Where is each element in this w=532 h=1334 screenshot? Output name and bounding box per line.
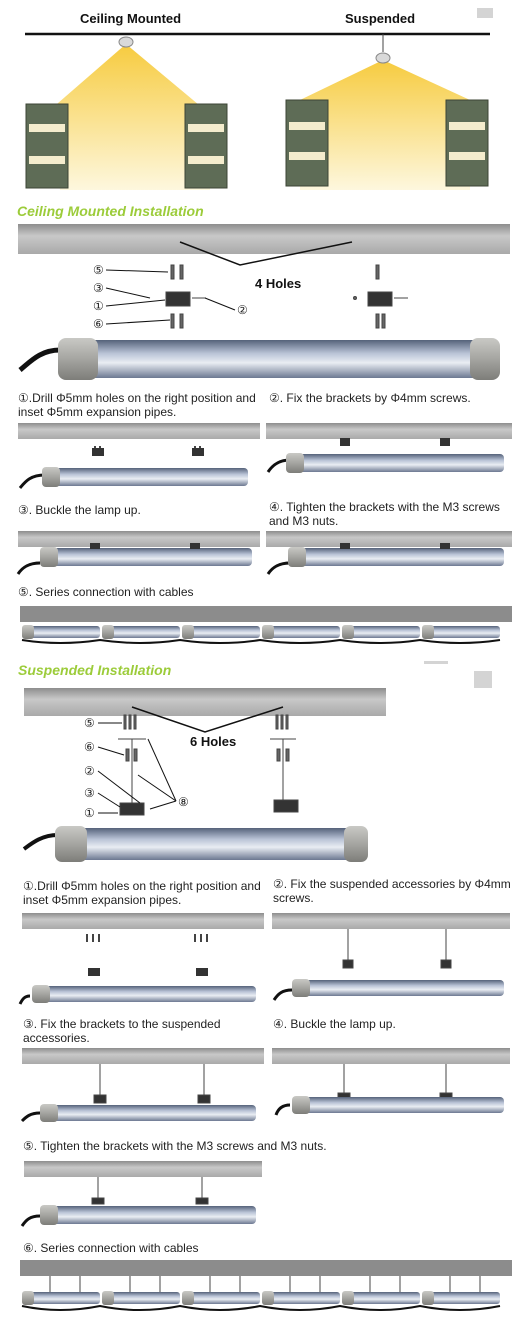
bracket-assembly xyxy=(166,265,206,328)
ceiling-step-1-2-illustration xyxy=(0,420,532,495)
suspended-section-title: Suspended Installation xyxy=(18,662,172,678)
lamp-cable xyxy=(20,350,60,370)
ceiling-step-3: ③. Buckle the lamp up. xyxy=(18,503,141,517)
suspended-step-6: ⑥. Series connection with cables xyxy=(23,1241,199,1255)
lamp-icon xyxy=(376,53,390,63)
ceiling-panel xyxy=(24,688,386,716)
lamp-icon xyxy=(119,37,133,47)
suspended-step-3-4-illustration xyxy=(0,1045,532,1125)
lamp-cable xyxy=(24,835,58,849)
suspended-step-5: ⑤. Tighten the brackets with the M3 screws and M3 nuts. xyxy=(23,1139,327,1153)
ceiling-step-5: ⑤. Series connection with cables xyxy=(18,585,194,599)
suspended-step-1-2-illustration xyxy=(0,910,532,1010)
suspended-label: Suspended xyxy=(345,11,416,26)
callout-lines xyxy=(98,723,176,813)
callout-3: ③ xyxy=(84,786,95,800)
light-distribution-diagram xyxy=(0,0,532,200)
callout-1: ① xyxy=(93,299,104,313)
suspended-step-3: ③. Fix the brackets to the suspended accessories. xyxy=(23,1017,221,1045)
ceiling-section-title: Ceiling Mounted Installation xyxy=(17,203,204,219)
ceiling-mounted-label: Ceiling Mounted xyxy=(80,11,182,26)
six-holes-label: 6 Holes xyxy=(190,734,237,749)
lamp-series xyxy=(22,1291,500,1305)
lamp-endcap xyxy=(470,338,500,380)
callout-5: ⑤ xyxy=(93,263,104,277)
callout-2: ② xyxy=(237,303,248,317)
lamp-endcap xyxy=(55,826,87,862)
lamp-tube xyxy=(68,340,496,378)
ceiling-step-4: ④. Tighten the brackets with the M3 screws and M3 nuts. xyxy=(269,500,500,528)
callout-3: ③ xyxy=(93,281,104,295)
callout-6: ⑥ xyxy=(93,317,104,331)
lamp-endcap xyxy=(344,826,368,862)
lamp-tube xyxy=(62,828,364,860)
callout-1: ① xyxy=(84,806,95,820)
ceiling-series-illustration xyxy=(0,606,532,646)
suspension-kit xyxy=(118,715,298,815)
suspended-step-1: ①.Drill Φ5mm holes on the right position and inset Φ5mm expansion pipes. xyxy=(23,879,261,907)
lamp-series xyxy=(22,625,500,639)
callout-8: ⑧ xyxy=(178,795,189,809)
ceiling-step-3-4-illustration xyxy=(0,528,532,578)
ceiling-step-2: ②. Fix the brackets by Φ4mm screws. xyxy=(269,391,471,405)
suspended-step-2: ②. Fix the suspended accessories by Φ4mm screws. xyxy=(273,877,511,905)
suspended-series-illustration xyxy=(0,1260,532,1320)
suspended-step-4: ④. Buckle the lamp up. xyxy=(273,1017,396,1031)
suspended-exploded-diagram xyxy=(0,685,532,865)
ceiling-panel xyxy=(18,224,510,254)
ceiling-step-1: ①.Drill Φ5mm holes on the right position and inset Φ5mm expansion pipes. xyxy=(18,391,256,419)
callout-5: ⑤ xyxy=(84,716,95,730)
four-holes-label: 4 Holes xyxy=(255,276,302,291)
ceiling-exploded-diagram xyxy=(0,220,532,390)
callout-6: ⑥ xyxy=(84,740,95,754)
divider-mark xyxy=(424,661,448,664)
bracket-assembly xyxy=(354,265,409,328)
lamp-endcap xyxy=(58,338,98,380)
callout-2: ② xyxy=(84,764,95,778)
suspended-step-5-illustration xyxy=(0,1158,532,1233)
